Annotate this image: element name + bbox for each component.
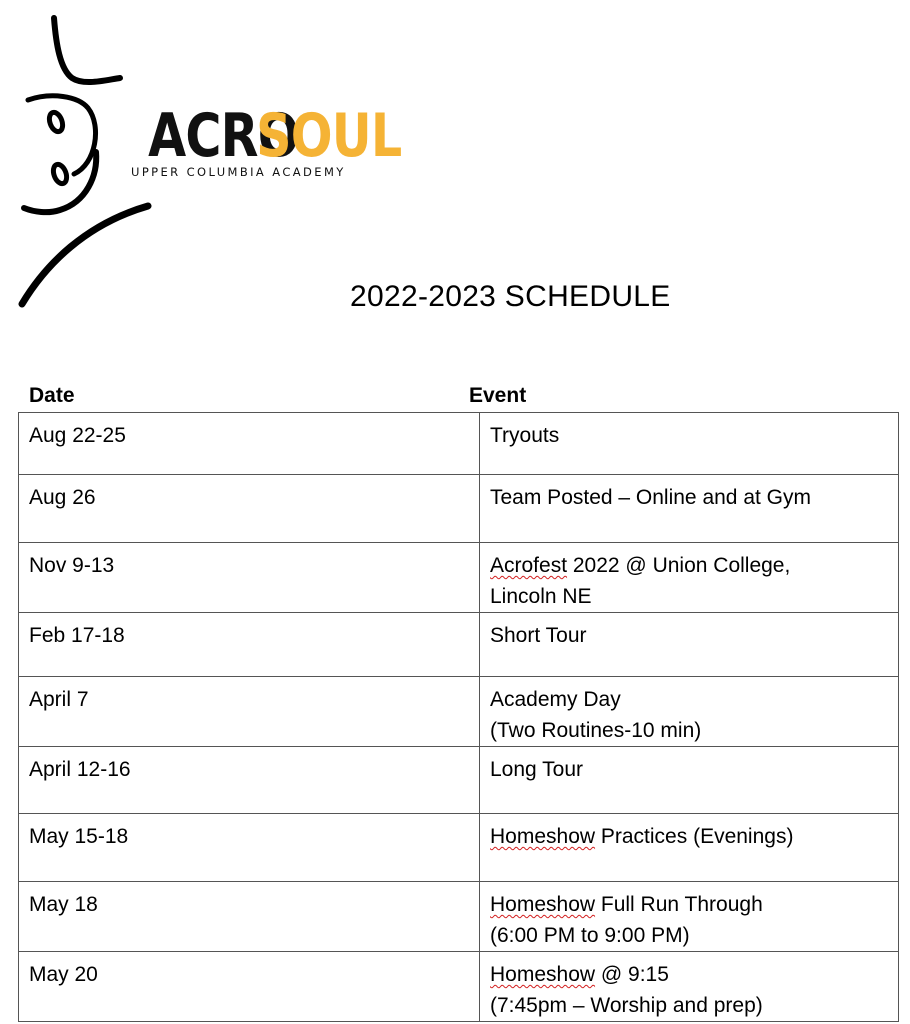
spellcheck-flagged-word: Homeshow <box>490 825 596 848</box>
brand-word-soul: SOUL <box>256 100 402 171</box>
event-cell <box>480 952 899 1022</box>
event-cell <box>480 747 899 814</box>
date-cell: May 15-18 <box>19 814 480 882</box>
table-row <box>19 952 899 1022</box>
table-row <box>19 413 899 475</box>
acro-soul-logo <box>16 14 402 314</box>
event-text: Team Posted – Online and at Gym <box>490 486 811 509</box>
spellcheck-flagged-word: Homeshow <box>490 893 596 916</box>
event-text: Academy Day <box>490 688 621 711</box>
logo-figure-graphic <box>16 14 402 314</box>
schedule-table <box>18 412 899 1022</box>
event-cell <box>480 413 899 475</box>
page-title: 2022-2023 SCHEDULE <box>350 280 671 313</box>
table-row <box>19 747 899 814</box>
column-header-date: Date <box>29 384 75 407</box>
event-text-line2: (Two Routines-10 min) <box>490 719 702 742</box>
date-cell: April 7 <box>19 677 480 747</box>
table-header <box>18 384 900 412</box>
column-header-event: Event <box>469 384 527 407</box>
brand-subtitle: UPPER COLUMBIA ACADEMY <box>131 165 346 179</box>
event-text: Short Tour <box>490 624 587 647</box>
event-cell <box>480 475 899 543</box>
date-cell: Feb 17-18 <box>19 613 480 677</box>
event-cell <box>480 882 899 952</box>
date-cell: April 12-16 <box>19 747 480 814</box>
table-row <box>19 882 899 952</box>
spellcheck-flagged-word: Homeshow <box>490 963 596 986</box>
event-text: Long Tour <box>490 758 584 781</box>
table-row <box>19 543 899 613</box>
event-text: Full Run Through <box>595 893 763 916</box>
event-text: Practices (Evenings) <box>595 825 794 848</box>
event-text: Tryouts <box>490 424 560 447</box>
event-text-line2: (7:45pm – Worship and prep) <box>490 994 763 1017</box>
spellcheck-flagged-word: Acrofest <box>490 554 568 577</box>
event-cell <box>480 677 899 747</box>
event-text: 2022 @ Union College, <box>567 554 791 577</box>
date-cell: Aug 22-25 <box>19 413 480 475</box>
event-cell <box>480 613 899 677</box>
event-text: @ 9:15 <box>595 963 669 986</box>
date-cell: Nov 9-13 <box>19 543 480 613</box>
table-row <box>19 475 899 543</box>
table-row <box>19 814 899 882</box>
table-row <box>19 613 899 677</box>
table-row <box>19 677 899 747</box>
date-cell: May 18 <box>19 882 480 952</box>
event-cell <box>480 814 899 882</box>
event-text-line2: Lincoln NE <box>490 585 592 608</box>
event-text-line2: (6:00 PM to 9:00 PM) <box>490 924 690 947</box>
event-cell <box>480 543 899 613</box>
brand-word-acro: ACRO <box>148 100 299 171</box>
date-cell: Aug 26 <box>19 475 480 543</box>
date-cell: May 20 <box>19 952 480 1022</box>
